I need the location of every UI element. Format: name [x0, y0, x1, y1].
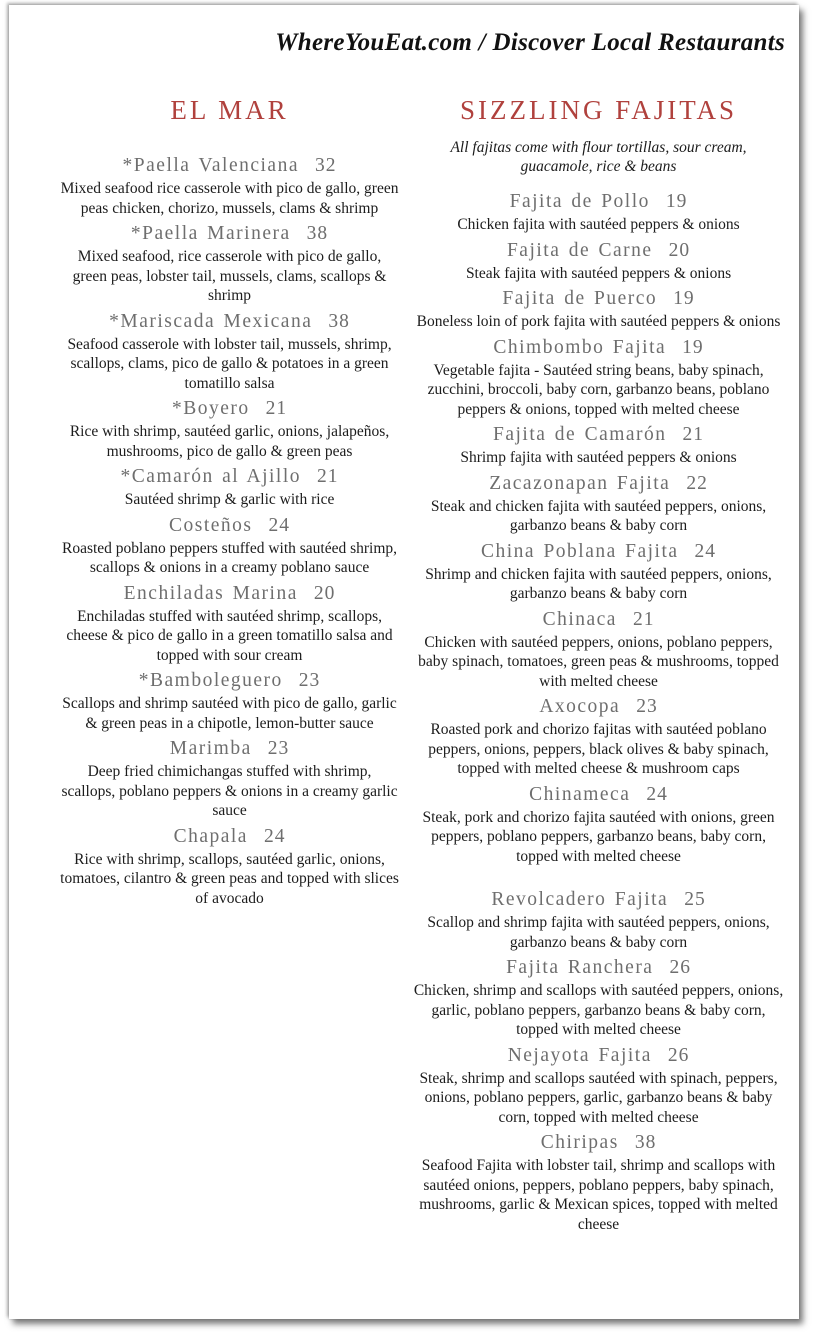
- item-name: *Camarón al Ajillo: [120, 466, 302, 487]
- item-description: Scallop and shrimp fajita with sautéed peppers, onions, garbanzo beans & baby corn: [427, 914, 770, 951]
- item-name: Chapala: [173, 825, 248, 847]
- item-price: 25: [684, 889, 706, 910]
- item-price: 38: [306, 223, 329, 244]
- item-price: 24: [646, 783, 668, 805]
- item-title-row: [59, 393, 400, 421]
- item-name: Fajita Ranchera: [506, 957, 654, 978]
- item-title-row: [410, 1040, 787, 1068]
- menu-item: [410, 952, 787, 1040]
- item-title-row: [410, 283, 787, 311]
- item-description: Roasted pork and chorizo fajitas with sautéed poblano peppers, onions, peppers, black olives & baby spinach, topped with melted cheese & mushroom caps: [428, 721, 769, 777]
- item-description: Enchiladas stuffed with sautéed shrimp, scallops, cheese & pico de gallo in a green tomatillo salsa and topped with sour cream: [66, 607, 393, 664]
- item-name: Chiripas: [540, 1132, 619, 1153]
- item-name: Costeños: [169, 514, 253, 536]
- item-name: Chinameca: [529, 783, 631, 805]
- item-title-row: [59, 578, 400, 606]
- item-description: Shrimp and chicken fajita with sautéed peppers, onions, garbanzo beans & baby corn: [425, 565, 772, 602]
- item-price: 23: [636, 696, 658, 717]
- item-title-row: [410, 1127, 787, 1155]
- menu-item: [59, 306, 400, 394]
- item-name: Fajita de Carne: [506, 239, 653, 261]
- menu-item: [410, 536, 787, 604]
- item-description: Mixed seafood rice casserole with pico de gallo, green peas chicken, chorizo, mussels, clams & shrimp: [60, 180, 399, 217]
- item-title-row: [410, 419, 787, 447]
- section-el-mar: [59, 95, 400, 908]
- section-note-fajitas: All fajitas come with flour tortillas, sour cream, guacamole, rice & beans: [450, 139, 747, 175]
- item-name: Fajita de Pollo: [509, 191, 650, 212]
- item-price: 24: [694, 540, 717, 562]
- menu-item: [410, 186, 787, 235]
- menu-item: [410, 691, 787, 779]
- item-description: Boneless loin of pork fajita with sautéed peppers & onions: [416, 313, 781, 330]
- item-title-row: [59, 150, 400, 178]
- item-description: Seafood casserole with lobster tail, mussels, shrimp, scallops, clams, pico de gallo & potatoes in a green tomatillo salsa: [67, 335, 392, 392]
- item-title-row: [59, 733, 400, 761]
- item-price: 20: [668, 239, 691, 261]
- item-name: *Bamboleguero: [138, 670, 283, 691]
- item-title-row: [410, 235, 787, 263]
- item-name: *Boyero: [171, 398, 250, 419]
- item-price: 24: [263, 825, 286, 847]
- item-title-row: [59, 461, 400, 489]
- menu-item: [59, 665, 400, 733]
- item-description: Rice with shrimp, sautéed garlic, onions, jalapeños, mushrooms, pico de gallo & green peas: [69, 423, 390, 460]
- item-name: *Mariscada Mexicana: [109, 310, 313, 332]
- item-price: 19: [665, 191, 688, 212]
- menu-item: [59, 218, 400, 306]
- menu-item: [59, 821, 400, 909]
- item-price: 21: [317, 466, 339, 487]
- menu-item: [410, 419, 787, 468]
- menu-item: [410, 235, 787, 284]
- fajitas-item-list: [410, 186, 787, 1234]
- item-title-row: [410, 536, 787, 564]
- item-description: Roasted poblano peppers stuffed with sautéed shrimp, scallops & onions in a creamy poblano sauce: [61, 539, 398, 576]
- item-title-row: [59, 510, 400, 538]
- menu-item: [410, 604, 787, 692]
- item-name: Axocopa: [539, 696, 621, 717]
- menu-item: [410, 779, 787, 867]
- menu-item: [410, 332, 787, 420]
- item-description: Steak, shrimp and scallops sautéed with spinach, peppers, onions, poblano peppers, garlic, garbanzo beans & baby corn, topped with melted cheese: [419, 1069, 778, 1126]
- item-description: Mixed seafood, rice casserole with pico de gallo, green peas, lobster tail, mussels, clams, scallops & shrimp: [72, 248, 387, 304]
- item-price: 21: [632, 608, 655, 630]
- menu-item: [410, 468, 787, 536]
- item-title-row: [410, 332, 787, 360]
- item-name: Fajita de Puerco: [502, 288, 658, 309]
- item-description: Steak fajita with sautéed peppers & onions: [465, 264, 732, 282]
- item-name: Enchiladas Marina: [123, 582, 298, 604]
- item-title-row: [410, 691, 787, 719]
- menu-item: [59, 393, 400, 461]
- item-name: Revolcadero Fajita: [491, 889, 669, 910]
- item-title-row: [410, 952, 787, 980]
- menu-item: [59, 461, 400, 510]
- item-title-row: [59, 665, 400, 693]
- item-name: Marimba: [169, 738, 252, 759]
- item-title-row: [410, 468, 787, 496]
- item-price: 22: [686, 472, 708, 494]
- item-name: Chinaca: [542, 608, 617, 630]
- item-description: Seafood Fajita with lobster tail, shrimp and scallops with sautéed onions, peppers, poblano peppers, baby spinach, mushrooms, garlic & Mexican spices, topped with melted cheese: [419, 1157, 778, 1233]
- menu-page: [9, 5, 799, 1319]
- item-description: Steak and chicken fajita with sautéed peppers, onions, garbanzo beans & baby corn: [430, 497, 767, 534]
- item-title-row: [410, 186, 787, 214]
- item-price: 19: [682, 336, 704, 358]
- item-price: 26: [669, 957, 691, 978]
- menu-item: [410, 1127, 787, 1234]
- section-sizzling-fajitas: [410, 95, 787, 1234]
- item-description: Chicken fajita with sautéed peppers & onions: [457, 216, 740, 233]
- menu-item: [410, 283, 787, 332]
- item-price: 32: [315, 155, 337, 176]
- menu-item: [410, 884, 787, 952]
- item-description: Chicken with sautéed peppers, onions, poblano peppers, baby spinach, tomatoes, green peas & mushrooms, topped with melted cheese: [418, 633, 779, 690]
- item-price: 21: [265, 398, 288, 419]
- menu-item: [59, 578, 400, 666]
- item-name: Chimbombo Fajita: [493, 336, 667, 358]
- item-price: 38: [328, 310, 350, 332]
- item-title-row: [410, 779, 787, 807]
- item-name: *Paella Valenciana: [122, 155, 299, 176]
- item-title-row: [59, 306, 400, 334]
- item-name: *Paella Marinera: [130, 223, 291, 244]
- item-name: Fajita de Camarón: [493, 424, 667, 445]
- item-price: 23: [298, 670, 321, 691]
- item-description: Rice with shrimp, scallops, sautéed garlic, onions, tomatoes, cilantro & green peas and topped with slices of avocado: [60, 850, 399, 907]
- item-description: Chicken, shrimp and scallops with sautéed peppers, onions, garlic, poblano peppers, garbanzo beans & baby corn, topped with melted cheese: [413, 982, 784, 1038]
- menu-columns: [9, 95, 799, 1234]
- item-price: 38: [634, 1132, 657, 1153]
- menu-item: [59, 733, 400, 821]
- item-description: Sautéed shrimp & garlic with rice: [124, 491, 335, 508]
- item-price: 26: [667, 1044, 690, 1066]
- menu-item: [410, 1040, 787, 1128]
- section-title-el-mar: EL MAR: [170, 95, 289, 125]
- item-name: China Poblana Fajita: [480, 540, 679, 562]
- item-name: Nejayota Fajita: [507, 1044, 652, 1066]
- item-description: Shrimp fajita with sautéed peppers & onions: [460, 449, 737, 466]
- item-description: Vegetable fajita - Sautéed string beans, baby spinach, zucchini, broccoli, baby corn, garbanzo beans, poblano peppers & onions, topped with melted cheese: [427, 361, 770, 418]
- item-price: 19: [673, 288, 695, 309]
- section-title-sizzling-fajitas: SIZZLING FAJITAS: [459, 95, 738, 125]
- item-price: 20: [313, 582, 336, 604]
- item-description: Deep fried chimichangas stuffed with shrimp, scallops, poblano peppers & onions in a creamy garlic sauce: [61, 763, 398, 819]
- item-description: Scallops and shrimp sautéed with pico de gallo, garlic & green peas in a chipotle, lemon-butter sauce: [62, 695, 397, 732]
- item-title-row: [410, 884, 787, 912]
- item-title-row: [59, 218, 400, 246]
- site-header-link[interactable]: WhereYouEat.com / Discover Local Restaurants: [275, 29, 785, 56]
- item-title-row: [59, 821, 400, 849]
- item-price: 23: [267, 738, 290, 759]
- item-name: Zacazonapan Fajita: [489, 472, 671, 494]
- menu-item: [59, 150, 400, 218]
- el-mar-item-list: [59, 150, 400, 908]
- menu-item: [59, 510, 400, 578]
- item-price: 24: [268, 514, 291, 536]
- item-description: Steak, pork and chorizo fajita sautéed with onions, green peppers, poblano peppers, garbanzo beans, baby corn, topped with melted cheese: [422, 808, 775, 865]
- item-price: 21: [682, 424, 705, 445]
- item-title-row: [410, 604, 787, 632]
